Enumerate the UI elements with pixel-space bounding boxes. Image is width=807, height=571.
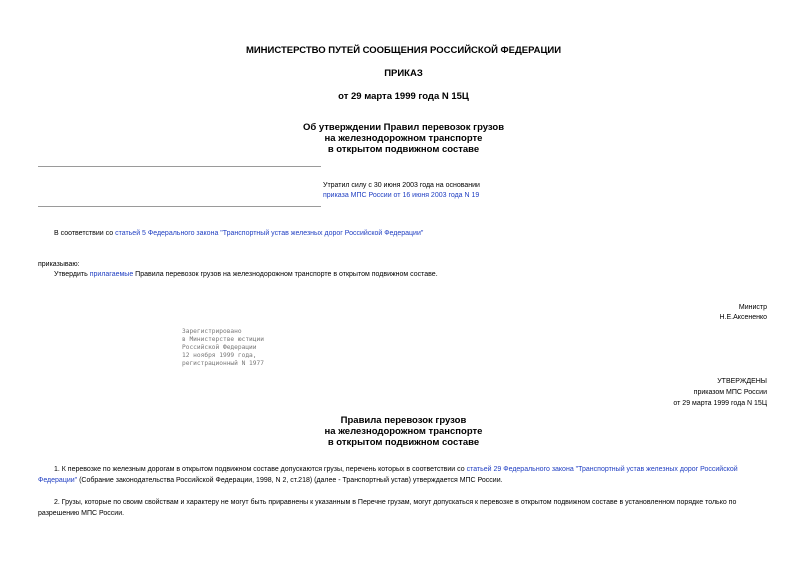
status-divider-bottom — [38, 206, 321, 207]
registration-line-1: Зарегистрировано — [182, 328, 242, 335]
order-title-line-2: на железнодорожном транспорте — [324, 133, 483, 144]
order-clause — [54, 270, 438, 279]
rules-paragraph-2: 2. Грузы, которые по своим свойствам и характеру не могут быть приравнены к указанным в Перечне грузам, могут допускаться к перевозке в открытом подвижном составе в установленном порядке только по разрешению МПС России. — [38, 499, 737, 517]
order-word: приказываю: — [38, 261, 80, 268]
doc-type-heading: ПРИКАЗ — [384, 68, 423, 79]
attached-rules-link[interactable]: прилагаемые — [89, 271, 134, 278]
order-date-number: от 29 марта 1999 года N 15Ц — [338, 91, 469, 102]
approval-line-2: приказом МПС России — [693, 389, 767, 396]
registration-line-3: Российской Федерации — [182, 344, 257, 351]
order-title-line-3: в открытом подвижном составе — [327, 144, 480, 155]
registration-line-2: в Министерстве юстиции — [182, 336, 264, 343]
paragraph-1-prefix: 1. К перевозке по железным дорогам в открытом подвижном составе допускаются грузы, перечень которых в соответствии со — [54, 466, 467, 473]
order-clause-prefix: Утвердить — [54, 271, 90, 278]
rules-title-line-1: Правила перевозок грузов — [340, 415, 467, 426]
preamble — [54, 229, 423, 238]
rules-title-line-2: на железнодорожном транспорте — [324, 426, 483, 437]
preamble-text: В соответствии со — [54, 230, 116, 237]
paragraph-1-suffix: (Собрание законодательства Российской Федерации, 1998, N 2, ст.218) (далее - Транспортный устав) утверждается МПС России. — [77, 477, 503, 484]
status-text: Утратил силу с 30 июня 2003 года на основании — [323, 182, 480, 189]
registration-line-5: регистрационный N 1977 — [182, 360, 264, 367]
approval-line-3: от 29 марта 1999 года N 15Ц — [673, 400, 767, 407]
rules-title-line-3: в открытом подвижном составе — [327, 437, 480, 448]
ministry-heading: МИНИСТЕРСТВО ПУТЕЙ СООБЩЕНИЯ РОССИЙСКОЙ ФЕДЕРАЦИИ — [245, 45, 562, 56]
rules-paragraph-1 — [38, 464, 769, 486]
registration-line-4: 12 ноября 1999 года, — [182, 352, 257, 359]
order-title-line-1: Об утверждении Правил перевозок грузов — [302, 122, 505, 133]
law-article-29-link[interactable]: статьей 29 Федерального закона "Транспортный устав железных дорог Российской Федерации" — [38, 466, 738, 484]
order-clause-suffix: Правила перевозок грузов на железнодорожном транспорте в открытом подвижном составе. — [133, 271, 438, 278]
approval-line-1: УТВЕРЖДЕНЫ — [717, 378, 767, 385]
signature-name: Н.Е.Аксененко — [719, 314, 767, 321]
repeal-order-link[interactable]: приказа МПС России от 16 июня 2003 года N 19 — [323, 192, 480, 199]
law-article-5-link[interactable]: статьей 5 Федерального закона "Транспортный устав железных дорог Российской Федерации" — [115, 230, 424, 237]
signature-position: Министр — [738, 304, 767, 311]
status-divider-top — [38, 166, 321, 167]
